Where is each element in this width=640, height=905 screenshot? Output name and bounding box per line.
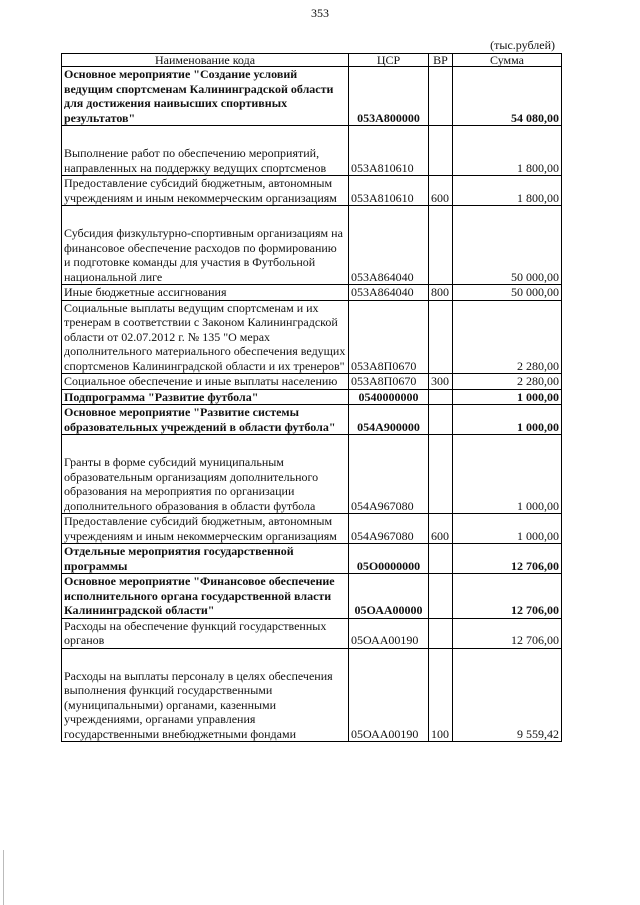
row-sum: 12 706,00 (453, 544, 562, 574)
table-row (62, 405, 562, 435)
row-vr (429, 126, 453, 176)
row-vr: 100 (429, 648, 453, 742)
row-csr: 054А967080 (349, 514, 429, 544)
row-vr (429, 206, 453, 285)
row-name: Социальное обеспечение и иные выплаты населению (62, 374, 349, 390)
table-row (62, 544, 562, 574)
table-header-row (62, 54, 562, 67)
row-vr (429, 435, 453, 514)
row-vr (429, 574, 453, 619)
table-row (62, 374, 562, 390)
row-vr (429, 405, 453, 435)
row-sum: 12 706,00 (453, 574, 562, 619)
row-vr: 600 (429, 176, 453, 206)
row-csr: 054А967080 (349, 435, 429, 514)
row-name: Предоставление субсидий бюджетным, автономным учреждениям и иным некоммерческим организациям (62, 176, 349, 206)
row-csr: 054А900000 (349, 405, 429, 435)
table-row (62, 176, 562, 206)
row-vr: 600 (429, 514, 453, 544)
row-csr: 053А864040 (349, 285, 429, 301)
table-row (62, 300, 562, 374)
table-row (62, 389, 562, 405)
row-csr: 053А864040 (349, 206, 429, 285)
page-number: 353 (311, 6, 329, 20)
row-csr: 05ОАА00000 (349, 574, 429, 619)
row-sum: 2 280,00 (453, 300, 562, 374)
row-name: Отдельные мероприятия государственной программы (62, 544, 349, 574)
row-sum: 54 080,00 (453, 67, 562, 126)
row-csr: 053А800000 (349, 67, 429, 126)
row-csr: 05ОАА00190 (349, 648, 429, 742)
row-csr: 053А810610 (349, 176, 429, 206)
row-name: Подпрограмма "Развитие футбола" (62, 389, 349, 405)
row-csr: 05О0000000 (349, 544, 429, 574)
row-name: Выполнение работ по обеспечению мероприятий, направленных на поддержку ведущих спортсменов (62, 126, 349, 176)
row-sum: 1 000,00 (453, 389, 562, 405)
header-name: Наименование кода (62, 54, 349, 67)
table-row (62, 67, 562, 126)
scan-edge-mark (3, 850, 4, 905)
row-sum: 1 000,00 (453, 514, 562, 544)
row-csr: 0540000000 (349, 389, 429, 405)
header-vr: ВР (429, 54, 453, 67)
row-sum: 1 800,00 (453, 176, 562, 206)
table-row (62, 574, 562, 619)
row-name: Расходы на выплаты персоналу в целях обеспечения выполнения функций государственными (муниципальными) органами, казенными учреждениями, органами управления государственными внебюджетными фондами (62, 648, 349, 742)
table-row (62, 435, 562, 514)
row-name: Предоставление субсидий бюджетным, автономным учреждениям и иным некоммерческим организациям (62, 514, 349, 544)
row-csr: 053А8П0670 (349, 300, 429, 374)
row-name: Основное мероприятие "Финансовое обеспечение исполнительного органа государственной власти Калининградской области" (62, 574, 349, 619)
budget-table (61, 53, 562, 742)
row-csr: 053А8П0670 (349, 374, 429, 390)
row-sum: 2 280,00 (453, 374, 562, 390)
row-sum: 50 000,00 (453, 206, 562, 285)
table-row (62, 514, 562, 544)
row-name: Социальные выплаты ведущим спортсменам и их тренерам в соответствии с Законом Калининградской области от 02.07.2012 г. № 135 "О мерах дополнительного материального обеспечения ведущих спортсменов Калининградской области и их тренеров" (62, 300, 349, 374)
row-vr: 800 (429, 285, 453, 301)
table-row (62, 648, 562, 742)
row-name: Гранты в форме субсидий муниципальным образовательным организациям дополнительного образования на мероприятия по организации дополнительного образования в области футбола (62, 435, 349, 514)
row-sum: 1 800,00 (453, 126, 562, 176)
row-sum: 50 000,00 (453, 285, 562, 301)
row-vr (429, 618, 453, 648)
row-csr: 05ОАА00190 (349, 618, 429, 648)
row-name: Расходы на обеспечение функций государственных органов (62, 618, 349, 648)
row-name: Субсидия физкультурно-спортивным организациям на финансовое обеспечение расходов по формированию и подготовке команды для участия в Футбольной национальной лиге (62, 206, 349, 285)
header-sum: Сумма (453, 54, 562, 67)
row-sum: 1 000,00 (453, 435, 562, 514)
row-vr (429, 544, 453, 574)
row-name: Иные бюджетные ассигнования (62, 285, 349, 301)
table-row (62, 126, 562, 176)
row-vr (429, 300, 453, 374)
row-csr: 053А810610 (349, 126, 429, 176)
table-row (62, 618, 562, 648)
row-sum: 1 000,00 (453, 405, 562, 435)
row-vr: 300 (429, 374, 453, 390)
table-row (62, 206, 562, 285)
row-sum: 9 559,42 (453, 648, 562, 742)
table-row (62, 285, 562, 301)
row-sum: 12 706,00 (453, 618, 562, 648)
header-csr: ЦСР (349, 54, 429, 67)
row-name: Основное мероприятие "Развитие системы образовательных учреждений в области футбола" (62, 405, 349, 435)
row-vr (429, 389, 453, 405)
units-label: (тыс.рублей) (490, 38, 555, 52)
row-name: Основное мероприятие "Создание условий ведущим спортсменам Калининградской области для достижения наивысших спортивных результатов" (62, 67, 349, 126)
row-vr (429, 67, 453, 126)
